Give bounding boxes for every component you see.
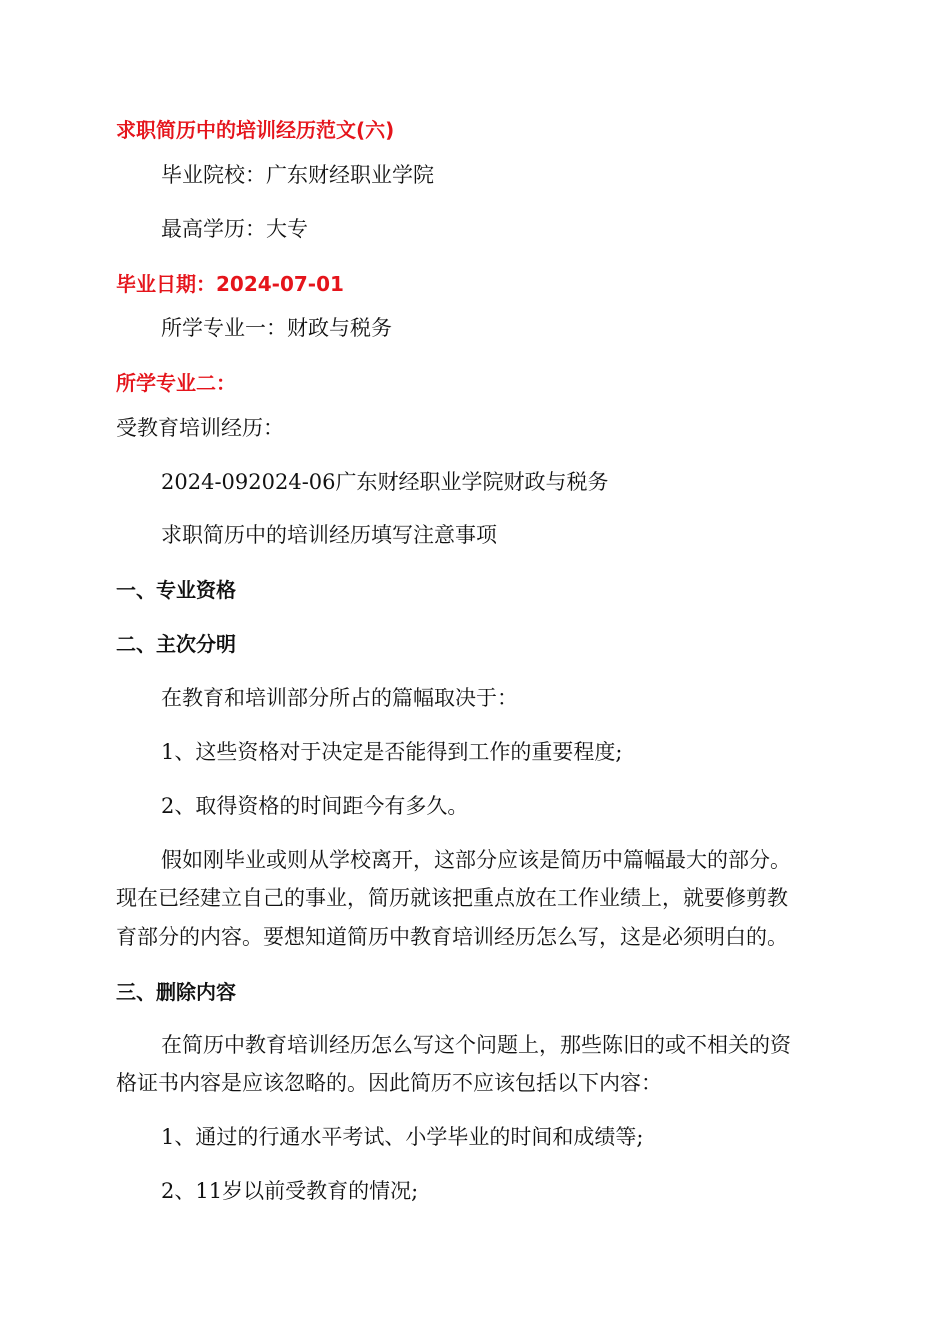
section3-list-item: 1、通过的行通水平考试、小学毕业的时间和成绩等;: [161, 1125, 644, 1149]
section3-paragraph-line: 在简历中教育培训经历怎么写这个问题上，那些陈旧的或不相关的资: [161, 1033, 791, 1057]
school-field: 毕业院校：广东财经职业学院: [161, 163, 434, 187]
education-label: 受教育培训经历：: [116, 416, 284, 440]
section2-intro: 在教育和培训部分所占的篇幅取决于：: [161, 686, 518, 710]
notes-title: 求职简历中的培训经历填写注意事项: [161, 523, 497, 547]
major-one-field: 所学专业一：财政与税务: [161, 316, 392, 340]
section2-list-item: 1、这些资格对于决定是否能得到工作的重要程度;: [161, 740, 623, 764]
education-entry: 2024-092024-06广东财经职业学院财政与税务: [161, 470, 609, 494]
major-two-field: 所学专业二：: [116, 371, 236, 395]
degree-field: 最高学历：大专: [161, 217, 308, 241]
section2-paragraph-line: 假如刚毕业或则从学校离开，这部分应该是简历中篇幅最大的部分。: [161, 848, 791, 872]
section3-paragraph-line: 格证书内容是应该忽略的。因此简历不应该包括以下内容：: [116, 1071, 662, 1095]
section2-paragraph-line: 现在已经建立自己的事业，简历就该把重点放在工作业绩上，就要修剪教: [116, 886, 788, 910]
section2-list-item: 2、取得资格的时间距今有多久。: [161, 794, 469, 818]
document-title: 求职简历中的培训经历范文(六): [116, 118, 395, 142]
section-heading-1: 一、专业资格: [116, 578, 236, 602]
section-heading-3: 三、删除内容: [116, 980, 236, 1004]
section-heading-2: 二、主次分明: [116, 632, 236, 656]
section2-paragraph-line: 育部分的内容。要想知道简历中教育培训经历怎么写，这是必须明白的。: [116, 925, 788, 949]
section3-list-item: 2、11岁以前受教育的情况;: [161, 1179, 419, 1203]
graduation-date-field: 毕业日期：2024-07-01: [116, 272, 344, 296]
